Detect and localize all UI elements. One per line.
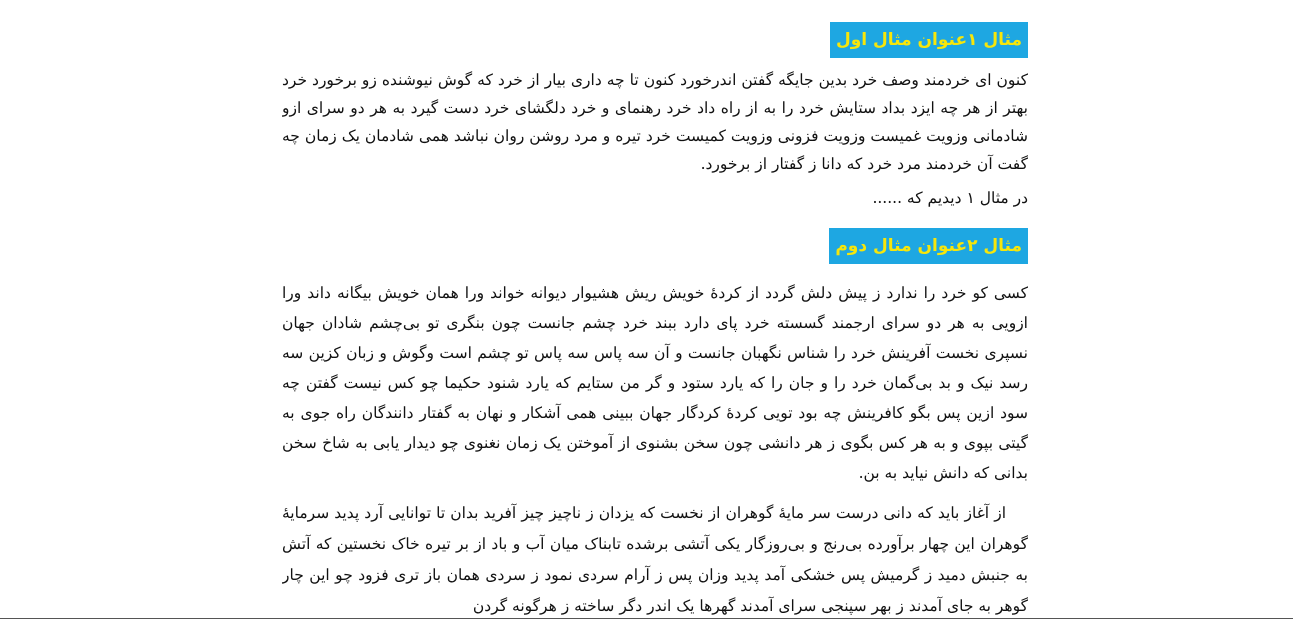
section-heading-2: مثال ۲عنوان مثال دوم xyxy=(829,228,1028,264)
page-bottom-border xyxy=(0,618,1293,619)
section-1-note: در مثال ۱ دیدیم که ...... xyxy=(872,189,1028,207)
document-page xyxy=(282,0,1028,618)
section-2-paragraph-continued: از آغاز باید که دانی درست سر مایهٔ گوهران از نخست که یزدان ز ناچیز چیز آفرید بدان تا توانایی آرد پدید سرمایهٔ گوهران این چهار برآورده بی‌رنج و بی‌روزگار یکی آتشی برشده تابناک میان آب و باد از بر تیره خاک نخستین که آتش به جنبش دمید ز گرمیش پس خشکی آمد پدید وزان پس ز آرام سردی نمود ز سردی همان باز تری فزود چو این چار گوهر به جای آمدند ز بهر سپنجی سرای آمدند گهرها یک اندر دگر ساخته ز هرگونه گردن xyxy=(282,504,1028,615)
section-heading-1: مثال ۱عنوان مثال اول xyxy=(830,22,1028,58)
section-2-paragraph: کسی کو خرد را ندارد ز پیش دلش گردد از کردهٔ خویش ریش هشیوار دیوانه خواند ورا همان خویش بیگانه داند ورا ازویی به هر دو سرای ارجمند گسسته خرد پای دارد ببند خرد چشم جانست چون بنگری تو بی‌چشم شادان جهان نسپری نخست آفرینش خرد را شناس نگهبان جانست و آن سه پاس سه پاس تو چشم است وگوش و زبان کزین سه رسد نیک و بد بی‌گمان خرد را و جان را که یارد ستود و گر من ستایم که یارد شنود حکیما چو کس نیست گفتن چه سود ازین پس بگو کافرینش چه بود تویی کردهٔ کردگار جهان ببینی همی آشکار و نهان به گفتار دانندگان راه جوی به گیتی بپوی و به هر کس بگوی ز هر دانشی چون سخن بشنوی از آموختن یک زمان نغنوی چو دیدار یابی به شاخ سخن بدانی که دانش نیاید به بن. xyxy=(282,284,1028,482)
section-1-paragraph: کنون ای خردمند وصف خرد بدین جایگه گفتن اندرخورد کنون تا چه داری بیار از خرد که گوش نیوشنده زو برخورد خرد بهتر از هر چه ایزد بداد ستایش خرد را به از راه داد خرد رهنمای و خرد دلگشای خرد دست گیرد به هر دو سرای ازو شادمانی وزویت غمیست وزویت فزونی وزویت کمیست خرد تیره و مرد روشن روان نباشد همی شادمان یک زمان چه گفت آن خردمند مرد خرد که دانا ز گفتار از برخورد. xyxy=(282,71,1028,173)
